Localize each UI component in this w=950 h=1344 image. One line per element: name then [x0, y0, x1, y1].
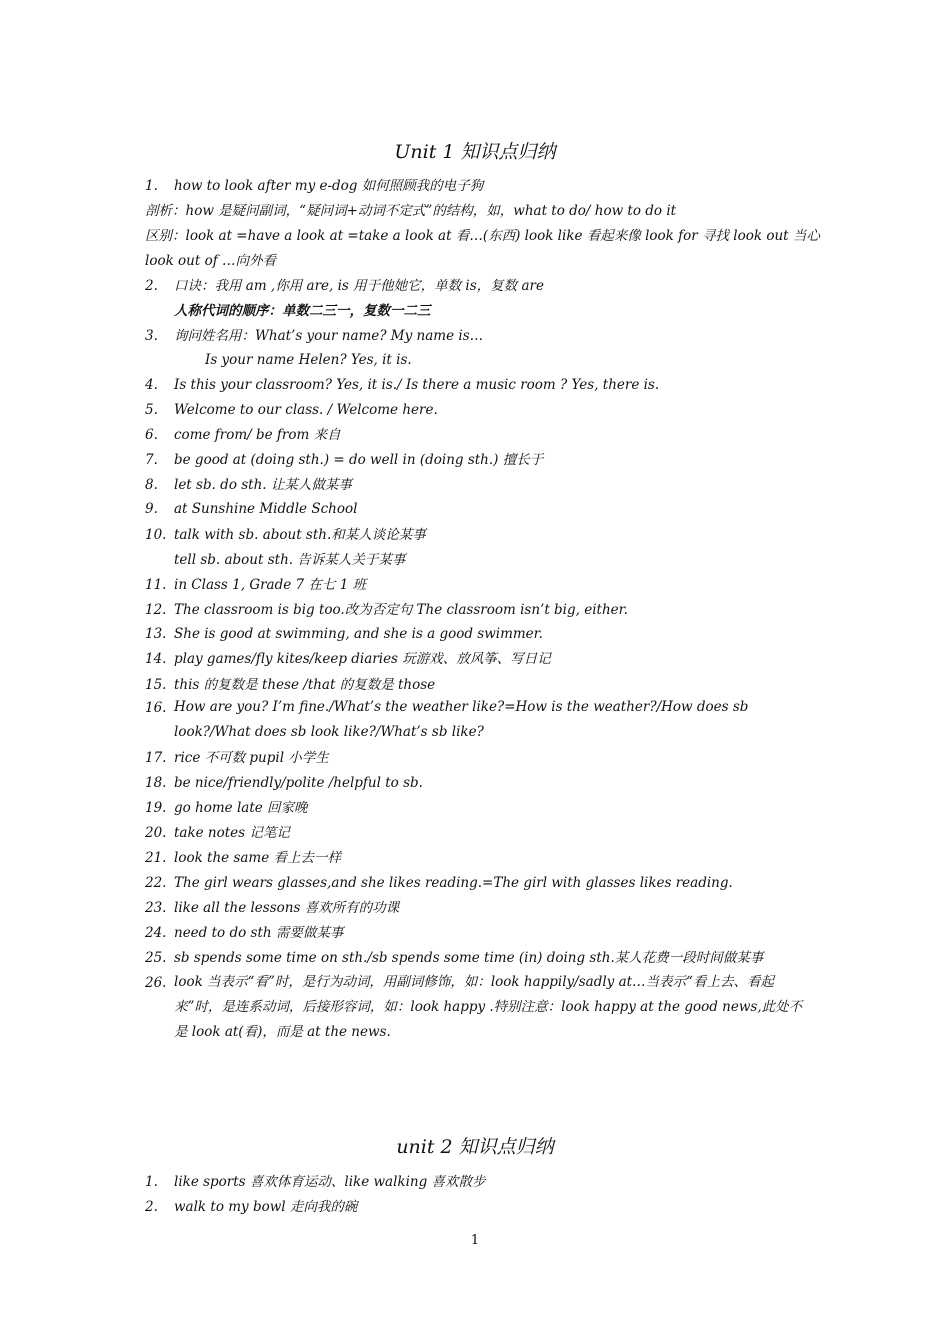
item-number: 1.: [145, 178, 158, 194]
item-number: 19.: [145, 800, 167, 816]
item-number: 10.: [145, 527, 167, 543]
item-text: in Class 1, Grade 7 在七 1 班: [174, 577, 367, 593]
item-number: 16.: [145, 700, 167, 716]
item-text: 询问姓名用：What’s your name? My name is…: [174, 328, 484, 344]
item-number: 23.: [145, 900, 167, 916]
item-text: go home late 回家晚: [174, 800, 308, 816]
item-number: 7.: [145, 452, 158, 468]
item-number: 17.: [145, 750, 167, 766]
item-number: 3.: [145, 328, 158, 344]
item-number: 12.: [145, 602, 167, 618]
page-number: 1: [470, 1233, 480, 1248]
item-text: tell sb. about sth. 告诉某人关于某事: [174, 552, 406, 568]
item-text: Is your name Helen? Yes, it is.: [205, 352, 412, 368]
item-text: come from/ be from 来自: [174, 427, 341, 443]
item-text: take notes 记笔记: [174, 825, 290, 841]
unit1-title: Unit 1 知识点归纳: [394, 141, 556, 163]
item-text: 剖析：how 是疑问副词，“疑问词+动词不定式”的结构，如，what to do/ how to do it: [145, 203, 677, 219]
item-text: 人称代词的顺序：单数二三一，复数一二三: [174, 303, 431, 319]
item-text: How are you? I’m fine./What’s the weather like?=How is the weather?/How does sb look?/What does sb look like?/What’s sb like?: [174, 699, 749, 740]
item-number: 9.: [145, 501, 158, 517]
item-text: walk to my bowl 走向我的碗: [174, 1199, 358, 1215]
item-text: be good at (doing sth.) = do well in (doing sth.) 擅长于: [174, 452, 544, 468]
item-text: let sb. do sth. 让某人做某事: [174, 477, 352, 493]
item-number: 2.: [145, 278, 158, 294]
item-number: 22.: [145, 875, 167, 891]
item-text: Welcome to our class. / Welcome here.: [174, 402, 438, 418]
item-text: look the same 看上去一样: [174, 850, 342, 866]
item-text: look out of …向外看: [145, 253, 276, 269]
item-text: how to look after my e-dog 如何照顾我的电子狗: [174, 178, 484, 194]
item-text: 口诀：我用 am ,你用 are, is 用于他她它，单数 is，复数 are: [174, 278, 544, 294]
item-text: 区别：look at =have a look at =take a look at 看…(东西) look like 看起来像 look for 寻找 look out 当心: [145, 228, 820, 244]
item-number: 2.: [145, 1199, 158, 1215]
item-number: 6.: [145, 427, 158, 443]
item-number: 25.: [145, 950, 167, 966]
item-text: look 当表示“看”时，是行为动词，用副词修饰，如：look happily/sadly at…当表示“看上去、看起来”时，是连系动词，后接形容词，如：look happy .特别注意：look happy at the good news,此处不是 look at(看)，而是 at the news.: [174, 974, 803, 1040]
item-text: The girl wears glasses,and she likes reading.=The girl with glasses likes reading.: [174, 875, 733, 891]
item-text: She is good at swimming, and she is a good swimmer.: [174, 626, 543, 642]
item-number: 4.: [145, 377, 158, 393]
item-number: 21.: [145, 850, 167, 866]
item-text: at Sunshine Middle School: [174, 501, 358, 517]
item-number: 8.: [145, 477, 158, 493]
item-text: like sports 喜欢体育运动、like walking 喜欢散步: [174, 1174, 486, 1190]
item-text: play games/fly kites/keep diaries 玩游戏、放风筝、写日记: [174, 651, 551, 667]
item-text: The classroom is big too.改为否定句 The classroom isn’t big, either.: [174, 602, 628, 618]
item-text: Is this your classroom? Yes, it is./ Is there a music room ? Yes, there is.: [174, 377, 660, 393]
item-text: talk with sb. about sth.和某人谈论某事: [174, 527, 426, 543]
item-text: like all the lessons 喜欢所有的功课: [174, 900, 400, 916]
item-number: 18.: [145, 775, 167, 791]
item-number: 14.: [145, 651, 167, 667]
item-text: sb spends some time on sth./sb spends some time (in) doing sth.某人花费一段时间做某事: [174, 950, 764, 966]
item-number: 5.: [145, 402, 158, 418]
item-number: 20.: [145, 825, 167, 841]
item-number: 1.: [145, 1174, 158, 1190]
item-number: 13.: [145, 626, 167, 642]
item-number: 11.: [145, 577, 167, 593]
item-number: 24.: [145, 925, 167, 941]
item-text: need to do sth 需要做某事: [174, 925, 344, 941]
item-text: be nice/friendly/polite /helpful to sb.: [174, 775, 423, 791]
item-number: 26.: [145, 975, 167, 991]
item-text: this 的复数是 these /that 的复数是 those: [174, 677, 436, 693]
item-number: 15.: [145, 677, 167, 693]
item-text: rice 不可数 pupil 小学生: [174, 750, 329, 766]
unit2-title: unit 2 知识点归纳: [396, 1136, 554, 1158]
